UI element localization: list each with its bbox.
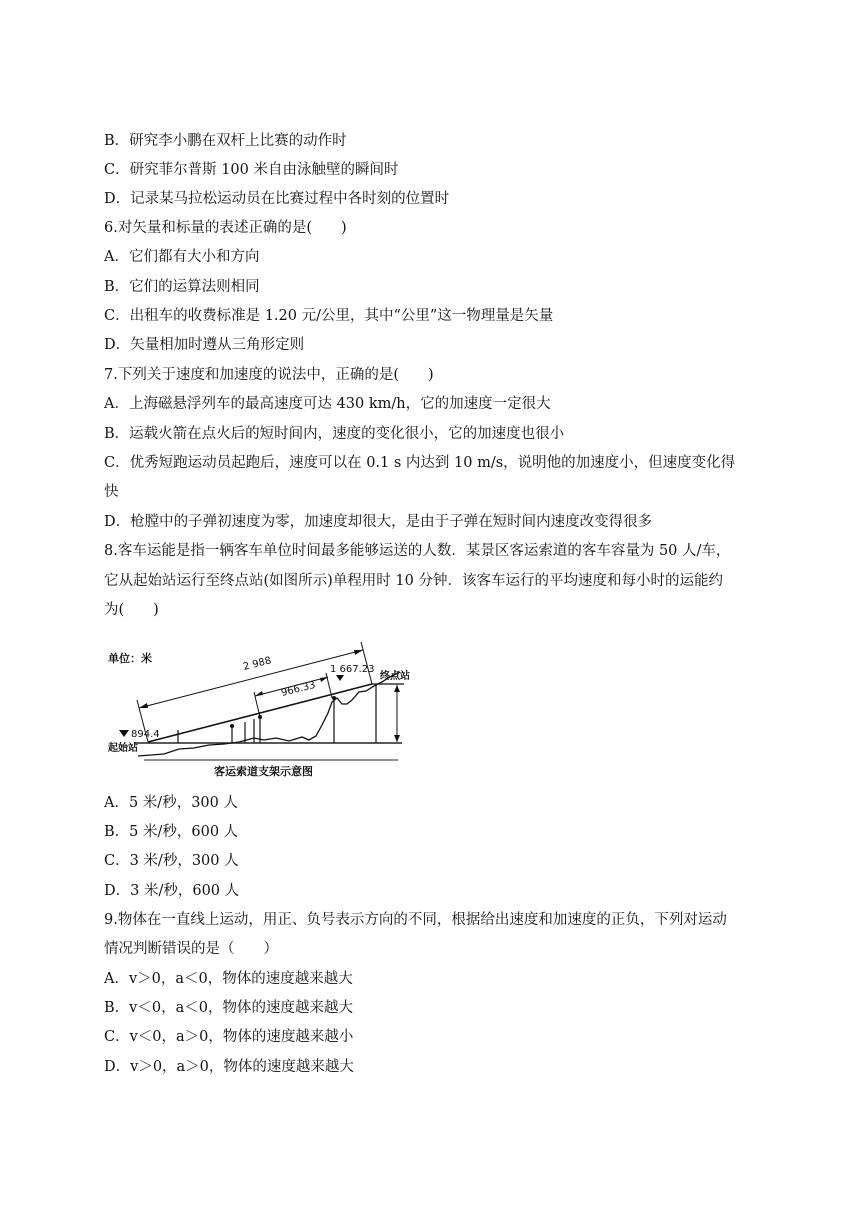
start-station-label: 起始站 <box>108 743 138 754</box>
option-7c: C．优秀短跑运动员起跑后，速度可以在 0.1 s 内达到 10 m/s，说明他的加速度小，但速度变化得 <box>104 455 736 471</box>
option-8a: A．5 米/秒，300 人 <box>104 795 238 811</box>
question-9-stem-cont: 情况判断错误的是（ ） <box>104 941 278 957</box>
bottom-elevation-label: 894.4 <box>131 729 160 740</box>
option-7d: D．枪膛中的子弹初速度为零，加速度却很大，是由于子弹在短时间内速度改变得很多 <box>104 514 653 530</box>
unit-label: 单位：米 <box>108 652 152 665</box>
extension-line <box>326 673 332 698</box>
extension-line <box>361 642 372 684</box>
figure-caption: 客运索道支架示意图 <box>214 765 313 778</box>
top-elevation-label: 1 667.23 <box>330 664 375 675</box>
option-5c: C．研究菲尔普斯 100 米自由泳触壁的瞬间时 <box>104 162 399 178</box>
question-9-stem: 9.物体在一直线上运动，用正、负号表示方向的不同，根据给出速度和加速度的正负，下列对运动 <box>104 912 727 928</box>
end-station-label: 终点站 <box>380 671 410 682</box>
tower-top-dot <box>332 696 336 700</box>
option-6c: C．出租车的收费标准是 1.20 元/公里，其中“公里”这一物理量是矢量 <box>104 308 554 324</box>
option-8d: D．3 米/秒，600 人 <box>104 883 240 899</box>
option-9b: B．v＜0，a＜0，物体的速度越来越大 <box>104 1000 353 1016</box>
question-6-stem: 6.对矢量和标量的表述正确的是( ) <box>104 220 347 236</box>
elevation-marker-icon <box>119 730 129 737</box>
option-6a: A．它们都有大小和方向 <box>104 249 260 265</box>
option-9d: D．v＞0，a＞0，物体的速度越来越大 <box>104 1059 354 1075</box>
length-long-label: 2 988 <box>242 655 273 673</box>
option-8c: C．3 米/秒，300 人 <box>104 853 239 869</box>
length-short-label: 966.33 <box>280 679 317 699</box>
arrowhead <box>139 703 148 708</box>
arrowhead <box>320 677 328 682</box>
tower-top-dot <box>230 724 234 728</box>
ropeway-diagram-svg <box>104 624 416 784</box>
elevation-marker-icon <box>336 675 344 681</box>
question-7-stem: 7.下列关于速度和加速度的说法中，正确的是( ) <box>104 367 434 383</box>
option-7b: B．运载火箭在点火后的短时间内，速度的变化很小，它的加速度也很小 <box>104 426 565 442</box>
arrowhead <box>394 735 400 742</box>
ropeway-diagram <box>104 624 416 784</box>
option-6d: D．矢量相加时遵从三角形定则 <box>104 337 305 353</box>
option-7c-cont: 快 <box>104 484 119 500</box>
option-6b: B．它们的运算法则相同 <box>104 279 260 295</box>
arrowhead <box>354 650 363 655</box>
question-8-stem-cont: 它从起始站运行至终点站(如图所示)单程用时 10 分钟．该客车运行的平均速度和每小时的运能约 <box>104 573 723 589</box>
arrowhead <box>394 685 400 692</box>
option-9c: C．v＜0，a＞0，物体的速度越来越小 <box>104 1029 354 1045</box>
dimension-line-long <box>139 650 363 708</box>
option-5d: D．记录某马拉松运动员在比赛过程中各时刻的位置时 <box>104 191 450 207</box>
question-8-stem-end: 为( ) <box>104 602 159 618</box>
question-8-stem: 8.客车运能是指一辆客车单位时间最多能够运送的人数．某景区客运索道的客车容量为 50 人/车， <box>104 543 731 559</box>
option-9a: A．v＞0，a＜0，物体的速度越来越大 <box>104 971 353 987</box>
option-5b: B．研究李小鹏在双杆上比赛的动作时 <box>104 133 347 149</box>
arrowhead <box>255 691 263 696</box>
option-8b: B．5 米/秒，600 人 <box>104 824 239 840</box>
option-7a: A．上海磁悬浮列车的最高速度可达 430 km/h，它的加速度一定很大 <box>104 396 551 412</box>
